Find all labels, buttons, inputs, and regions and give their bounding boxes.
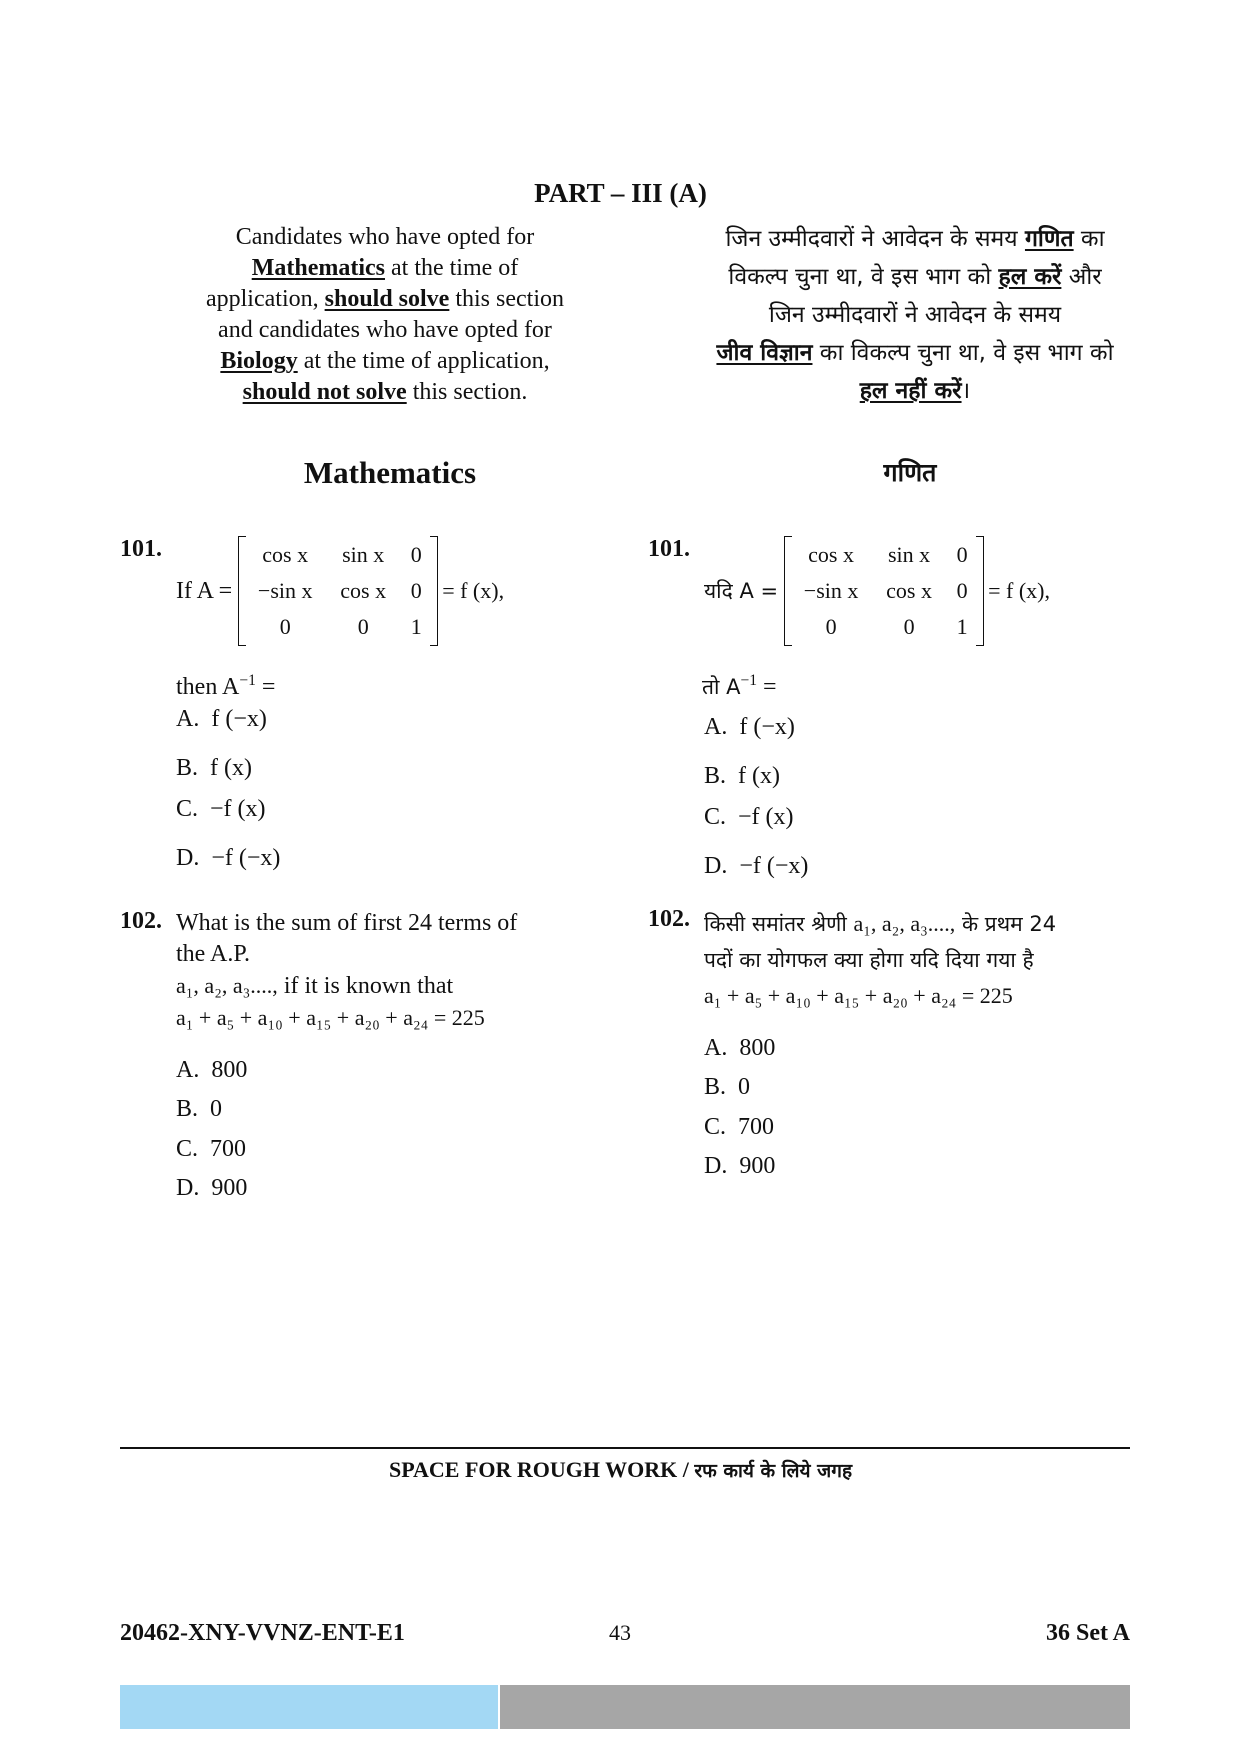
equation-tail: = f (x), bbox=[988, 578, 1050, 603]
option-text: −f (−x) bbox=[739, 853, 809, 879]
option-label: A. bbox=[704, 1035, 728, 1061]
option-a[interactable] bbox=[704, 1035, 775, 1062]
question-line: What is the sum of first 24 terms of bbox=[176, 910, 518, 936]
matrix-cell: cos x bbox=[262, 542, 309, 567]
option-d[interactable] bbox=[704, 853, 808, 880]
rough-work-label bbox=[0, 1457, 1241, 1483]
sequence: a₁, a₂, a₃...., bbox=[853, 911, 956, 936]
jeev-vigyan-emphasis: जीव विज्ञान bbox=[716, 340, 813, 366]
question-number: 102. bbox=[648, 906, 690, 932]
intro-line: Candidates who have opted for bbox=[235, 224, 535, 250]
option-text: f (x) bbox=[210, 755, 252, 781]
matrix-cell: 0 bbox=[410, 542, 422, 567]
question-text: if it is known that bbox=[277, 973, 454, 999]
option-c[interactable] bbox=[704, 804, 794, 831]
option-text: 800 bbox=[739, 1035, 776, 1061]
part-title: PART – III (A) bbox=[534, 178, 707, 208]
option-text: −f (x) bbox=[738, 804, 794, 830]
option-a[interactable] bbox=[176, 1057, 247, 1084]
if-label-hindi: यदि A = bbox=[704, 579, 779, 603]
question-number: 102. bbox=[120, 908, 162, 934]
inverse-superscript: −1 bbox=[740, 672, 758, 689]
intro-text: । bbox=[961, 378, 971, 404]
intro-text: this section bbox=[449, 286, 564, 312]
intro-line bbox=[175, 284, 595, 315]
section-title-english: Mathematics bbox=[303, 455, 477, 490]
intro-text: application, bbox=[205, 286, 325, 312]
matrix-cell: cos x bbox=[886, 578, 932, 603]
intro-line: and candidates who have opted for bbox=[218, 317, 552, 343]
matrix bbox=[784, 536, 984, 646]
then-line bbox=[176, 665, 275, 703]
option-c[interactable] bbox=[704, 1114, 774, 1141]
question-line bbox=[176, 970, 517, 1002]
option-d[interactable] bbox=[176, 1175, 247, 1202]
equals-sign: = bbox=[757, 674, 777, 700]
option-text: −f (−x) bbox=[211, 845, 281, 871]
matrix-cell: −sin x bbox=[257, 578, 313, 603]
question-101-matrix-hi bbox=[704, 536, 1050, 646]
option-label: D. bbox=[704, 853, 728, 879]
biology-emphasis: Biology bbox=[220, 348, 298, 374]
intro-text: का bbox=[1073, 226, 1105, 252]
option-label: C. bbox=[704, 1114, 727, 1140]
option-text: f (−x) bbox=[211, 706, 267, 732]
option-c[interactable] bbox=[176, 1136, 246, 1163]
option-label: D. bbox=[176, 1175, 200, 1201]
equation-tail: = f (x), bbox=[442, 578, 505, 603]
intro-line: जिन उम्मीदवारों ने आवेदन के समय bbox=[768, 302, 1062, 328]
option-d[interactable] bbox=[176, 845, 280, 872]
hal-nahi-karen-emphasis: हल नहीं करें bbox=[859, 378, 962, 404]
option-b[interactable] bbox=[176, 755, 252, 782]
matrix-cell: 0 bbox=[410, 578, 422, 603]
option-label: C. bbox=[704, 804, 727, 830]
rough-work-english: SPACE FOR ROUGH WORK / bbox=[388, 1457, 695, 1482]
then-line-hindi bbox=[702, 665, 777, 703]
inverse-superscript: −1 bbox=[239, 672, 256, 689]
divider-line bbox=[120, 1447, 1130, 1449]
matrix-cell: cos x bbox=[340, 578, 387, 603]
section-title-hindi: गणित bbox=[883, 458, 937, 487]
option-text: 800 bbox=[211, 1057, 248, 1083]
intro-text: this section. bbox=[406, 379, 528, 405]
then-text: तो A bbox=[702, 675, 741, 699]
mathematics-emphasis: Mathematics bbox=[251, 255, 385, 281]
question-number: 101. bbox=[120, 536, 162, 562]
option-label: B. bbox=[176, 1096, 199, 1122]
matrix-grid bbox=[246, 537, 430, 645]
left-bracket bbox=[238, 536, 246, 646]
right-bracket bbox=[976, 536, 984, 646]
option-label: B. bbox=[704, 763, 727, 789]
intro-text: जिन उम्मीदवारों ने आवेदन के समय bbox=[725, 226, 1025, 252]
matrix-cell: 0 bbox=[357, 614, 369, 639]
intro-line bbox=[690, 334, 1140, 372]
intro-text: at the time of bbox=[385, 255, 519, 281]
matrix-cell: sin x bbox=[888, 542, 931, 567]
sequence: a₁, a₂, a₃...., bbox=[176, 973, 278, 998]
question-line: पदों का योगफल क्या होगा यदि दिया गया है bbox=[704, 948, 1034, 972]
question-text: किसी समांतर श्रेणी bbox=[704, 912, 854, 936]
intro-line bbox=[175, 253, 595, 284]
equals-sign: = bbox=[255, 674, 276, 700]
intro-hindi bbox=[690, 220, 1140, 410]
option-b[interactable] bbox=[704, 763, 780, 790]
right-bracket bbox=[430, 536, 438, 646]
matrix-cell: 0 bbox=[956, 542, 968, 567]
option-label: D. bbox=[176, 845, 200, 871]
question-line: the A.P. bbox=[176, 941, 251, 967]
option-label: B. bbox=[704, 1074, 727, 1100]
ganit-emphasis: गणित bbox=[1024, 226, 1074, 252]
matrix-cell: sin x bbox=[342, 542, 385, 567]
matrix-cell: 1 bbox=[410, 614, 422, 639]
question-101-matrix-en bbox=[176, 536, 504, 646]
option-text: 700 bbox=[738, 1114, 775, 1140]
given-equation: a₁ + a₅ + a₁₀ + a₁₅ + a₂₀ + a₂₄ = 225 bbox=[176, 1005, 485, 1030]
option-label: D. bbox=[704, 1153, 728, 1179]
paper-code: 20462-XNY-VVNZ-ENT-E1 bbox=[120, 1620, 405, 1646]
rough-work-hindi: रफ कार्य के लिये जगह bbox=[694, 1460, 853, 1482]
option-c[interactable] bbox=[176, 796, 266, 823]
option-text: 900 bbox=[211, 1175, 248, 1201]
option-label: C. bbox=[176, 1136, 199, 1162]
option-label: B. bbox=[176, 755, 199, 781]
option-text: −f (x) bbox=[210, 796, 266, 822]
option-text: 700 bbox=[210, 1136, 247, 1162]
option-b[interactable] bbox=[176, 1096, 222, 1123]
matrix-cell: cos x bbox=[808, 542, 854, 567]
intro-line bbox=[690, 220, 1140, 258]
matrix-cell: −sin x bbox=[803, 578, 859, 603]
option-text: 0 bbox=[210, 1096, 223, 1122]
intro-line bbox=[175, 377, 595, 408]
matrix bbox=[238, 536, 438, 646]
matrix-cell: 0 bbox=[903, 614, 915, 639]
question-102-text-hindi bbox=[704, 906, 1056, 1014]
intro-line bbox=[690, 372, 1140, 410]
option-label: C. bbox=[176, 796, 199, 822]
option-text: 0 bbox=[738, 1074, 751, 1100]
question-line bbox=[704, 906, 1056, 942]
intro-text: विकल्प चुना था, वे इस भाग को bbox=[728, 264, 999, 290]
question-number: 101. bbox=[648, 536, 690, 562]
option-label: A. bbox=[704, 714, 728, 740]
hal-karen-emphasis: हल करें bbox=[998, 264, 1062, 290]
intro-text: और bbox=[1061, 264, 1102, 290]
footer-bar-grey bbox=[500, 1685, 1130, 1729]
page-number: 43 bbox=[609, 1620, 631, 1645]
intro-text: at the time of application, bbox=[297, 348, 550, 374]
option-text: f (x) bbox=[738, 763, 780, 789]
then-text: then A bbox=[176, 674, 240, 700]
footer-bar-blue bbox=[120, 1685, 498, 1729]
matrix-grid bbox=[792, 537, 976, 645]
option-text: 900 bbox=[739, 1153, 776, 1179]
if-label: If A = bbox=[176, 577, 233, 604]
intro-line bbox=[175, 346, 595, 377]
question-102-text bbox=[176, 908, 517, 1033]
matrix-cell: 0 bbox=[956, 578, 968, 603]
option-a[interactable] bbox=[704, 714, 795, 741]
should-not-solve-emphasis: should not solve bbox=[242, 379, 407, 405]
option-label: A. bbox=[176, 1057, 200, 1083]
option-d[interactable] bbox=[704, 1153, 775, 1180]
option-text: f (−x) bbox=[739, 714, 795, 740]
option-a[interactable] bbox=[176, 706, 267, 733]
option-label: A. bbox=[176, 706, 200, 732]
intro-text: का विकल्प चुना था, वे इस भाग को bbox=[812, 340, 1114, 366]
option-b[interactable] bbox=[704, 1074, 750, 1101]
matrix-cell: 1 bbox=[956, 614, 968, 639]
intro-line bbox=[690, 258, 1140, 296]
set-label: 36 Set A bbox=[1046, 1620, 1130, 1646]
matrix-cell: 0 bbox=[825, 614, 837, 639]
left-bracket bbox=[784, 536, 792, 646]
matrix-cell: 0 bbox=[279, 614, 291, 639]
should-solve-emphasis: should solve bbox=[324, 286, 450, 312]
given-equation: a₁ + a₅ + a₁₀ + a₁₅ + a₂₀ + a₂₄ = 225 bbox=[704, 983, 1013, 1008]
intro-english bbox=[175, 222, 595, 408]
question-text: के प्रथम 24 bbox=[955, 912, 1057, 936]
